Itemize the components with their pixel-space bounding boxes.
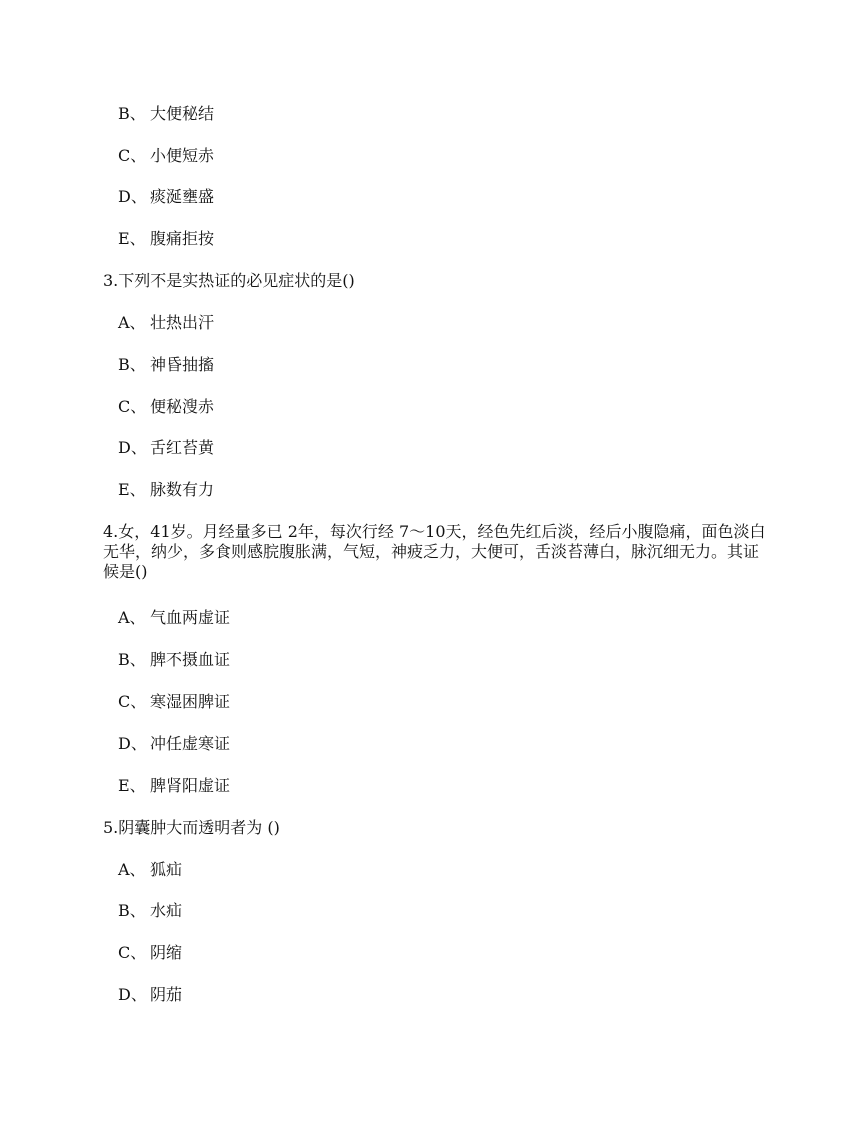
option-b-q3 <box>118 355 214 375</box>
option-text: 壮热出汗 <box>150 313 215 332</box>
option-e-q2 <box>118 229 214 249</box>
option-text: 脉数有力 <box>150 480 215 499</box>
option-c-q5 <box>118 943 182 963</box>
option-text: 便秘溲赤 <box>150 397 215 416</box>
option-text: 脾不摄血证 <box>150 650 231 669</box>
option-e-q4 <box>118 776 230 796</box>
option-d-q5 <box>118 985 182 1005</box>
option-e-q3 <box>118 480 214 500</box>
option-text: 小便短赤 <box>150 146 215 165</box>
option-letter: C、 <box>118 397 147 416</box>
option-letter: D、 <box>118 438 147 457</box>
option-text: 腹痛拒按 <box>150 229 215 248</box>
option-a-q4 <box>118 608 230 628</box>
option-text: 舌红苔黄 <box>150 438 215 457</box>
option-d-q3 <box>118 438 214 458</box>
question-3-stem: 3.下列不是实热证的必见症状的是() <box>103 271 355 290</box>
option-letter: B、 <box>118 901 146 920</box>
option-text: 气血两虚证 <box>150 608 231 627</box>
option-text: 神昏抽搐 <box>150 355 215 374</box>
option-b-q5 <box>118 901 182 921</box>
option-b-q4 <box>118 650 230 670</box>
option-a-q3 <box>118 313 214 333</box>
option-letter: D、 <box>118 187 147 206</box>
option-c-q4 <box>118 692 230 712</box>
option-letter: E、 <box>118 480 146 499</box>
option-letter: A、 <box>118 313 146 332</box>
option-d-q2 <box>118 187 214 207</box>
option-c-q2 <box>118 146 214 166</box>
option-text: 阴茄 <box>150 985 183 1004</box>
option-letter: B、 <box>118 650 146 669</box>
option-letter: C、 <box>118 692 147 711</box>
question-4-stem: 4.女，41岁。月经量多已 2年，每次行经 7～10天，经色先红后淡，经后小腹隐痛，面色淡白无华，纳少，多食则感脘腹胀满，气短，神疲乏力，大便可，舌淡苔薄白，脉沉细无力。其证候是() <box>103 522 766 581</box>
option-letter: E、 <box>118 229 146 248</box>
option-a-q5 <box>118 860 182 880</box>
option-text: 阴缩 <box>150 943 183 962</box>
option-text: 寒湿困脾证 <box>150 692 231 711</box>
option-letter: C、 <box>118 943 147 962</box>
option-d-q4 <box>118 734 230 754</box>
option-b-q2 <box>118 104 214 124</box>
option-text: 脾肾阳虚证 <box>150 776 231 795</box>
option-letter: A、 <box>118 608 146 627</box>
question-5-stem: 5.阴囊肿大而透明者为 () <box>103 818 280 837</box>
option-text: 痰涎壅盛 <box>150 187 215 206</box>
option-letter: D、 <box>118 734 147 753</box>
option-letter: A、 <box>118 860 146 879</box>
option-letter: E、 <box>118 776 146 795</box>
option-text: 大便秘结 <box>150 104 215 123</box>
option-text: 水疝 <box>150 901 183 920</box>
option-text: 冲任虚寒证 <box>150 734 231 753</box>
option-letter: B、 <box>118 355 146 374</box>
option-letter: D、 <box>118 985 147 1004</box>
option-text: 狐疝 <box>150 860 183 879</box>
option-c-q3 <box>118 397 214 417</box>
option-letter: C、 <box>118 146 147 165</box>
option-letter: B、 <box>118 104 146 123</box>
